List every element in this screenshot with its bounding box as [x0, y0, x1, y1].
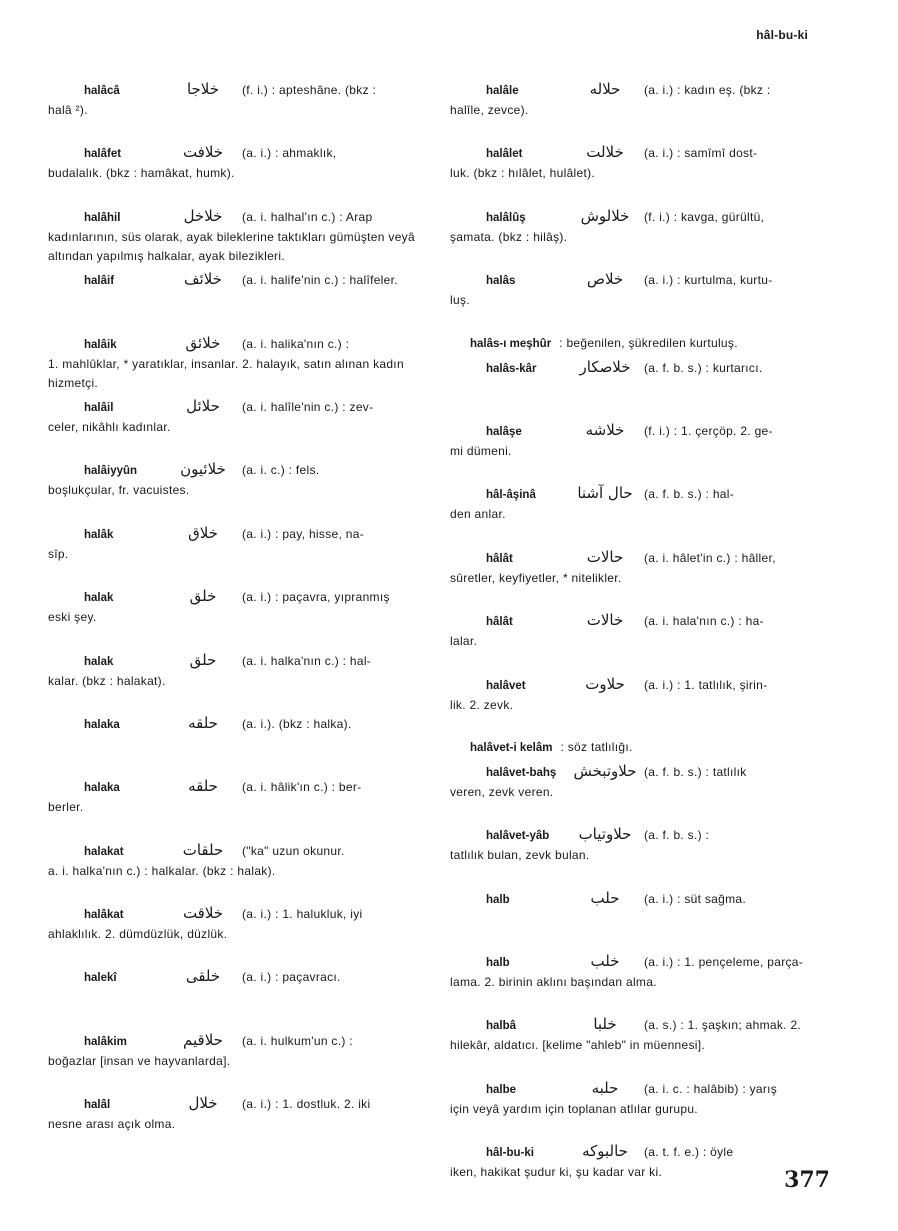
entry-definition: (a. i.) : 1. pençeleme, parça- [644, 955, 804, 970]
dictionary-entry [48, 334, 426, 397]
entry-definition: (a. i. halhal'ın c.) : Arap [242, 209, 373, 224]
entry-definition: (a. i.) : kurtulma, kurtu- [644, 273, 773, 288]
entry-arabic-script: خلاص [586, 270, 624, 289]
entry-arabic-script: حالبوکه [582, 1142, 628, 1161]
dictionary-entry [48, 651, 426, 714]
entry-headword: halâlet [486, 148, 523, 161]
entry-head-line [48, 460, 426, 481]
entry-definition: (a. i.) : samîmî dost- [644, 146, 758, 161]
entry-definition: (a. i. halka'nın c.) : hal- [242, 653, 372, 668]
entry-continuation: lalar. [450, 634, 478, 649]
entry-headword: halb [486, 957, 510, 970]
entry-definition: (a. i.). (bkz : halka). [242, 716, 352, 731]
entry-headword: halâvet-bahş [486, 766, 557, 779]
entry-definition: (a. s.) : 1. şaşkın; ahmak. 2. [644, 1018, 802, 1033]
dictionary-entry [450, 825, 828, 888]
entry-head-line [450, 889, 828, 910]
dictionary-entry [48, 524, 426, 587]
dictionary-entry [450, 421, 828, 484]
dictionary-entry [48, 207, 426, 270]
entry-continuation: boşlukçular, fr. vacuistes. [48, 483, 190, 498]
entry-arabic-script: خلاقت [182, 904, 224, 923]
entry-headword: halâkim [84, 1035, 127, 1048]
dictionary-entry [48, 143, 426, 206]
entry-definition: (a. i.) : ahmaklık, [242, 146, 337, 161]
dictionary-entry [450, 738, 828, 762]
entry-head-line [450, 143, 828, 164]
entry-headword: halâiyyûn [84, 465, 138, 478]
entry-headword: halâk [84, 528, 114, 541]
entry-headword: halaka [84, 718, 120, 731]
entry-headword: halâik [84, 338, 117, 351]
entry-definition: (a. i. c.) : fels. [242, 463, 320, 478]
entry-headword: halâhil [84, 211, 121, 224]
entry-headword: halâl [84, 1099, 111, 1112]
dictionary-entry [48, 714, 426, 777]
entry-continuation: nesne arası açık olma. [48, 1117, 176, 1132]
dictionary-entry [450, 889, 828, 952]
entry-definition: (a. f. b. s.) : tatlılık [644, 764, 747, 779]
entry-head-line [48, 270, 426, 291]
entry-definition: (a. i.) : 1. tatlılık, şirin- [644, 677, 768, 692]
entry-headword: hâl-âşinâ [486, 489, 536, 502]
entry-head-line [48, 777, 426, 798]
dictionary-entry [450, 611, 828, 674]
dictionary-entry [450, 762, 828, 825]
dictionary-entry [48, 270, 426, 333]
entry-definition: (a. f. b. s.) : [644, 828, 710, 843]
entry-arabic-script: حلبه [591, 1078, 619, 1097]
entry-head-line [450, 1015, 828, 1036]
entry-headword: halekî [84, 972, 117, 985]
dictionary-entry [450, 484, 828, 547]
entry-continuation: için veyâ yardım için toplanan atlılar gurupu. [450, 1101, 698, 1116]
entry-arabic-script: خلاشه [585, 420, 625, 439]
entry-headword: halbe [486, 1083, 517, 1096]
entry-continuation: sîp. [48, 546, 69, 561]
dictionary-entry [48, 1031, 426, 1094]
dictionary-entry [48, 80, 426, 143]
dictionary-entry [450, 1015, 828, 1078]
entry-definition: (a. i.) : 1. dostluk. 2. iki [242, 1097, 371, 1112]
entry-headword: halâs-ı meşhûr [470, 337, 552, 350]
entry-definition: (a. i. halîle'nin c.) : zev- [242, 399, 374, 414]
dictionary-entry [450, 1142, 828, 1205]
entry-head-line [450, 1142, 828, 1163]
entry-definition: (a. i. hâlik'ın c.) : ber- [242, 780, 362, 795]
entry-arabic-script: خلقی [185, 967, 221, 986]
entry-definition: (a. i. hulkum'un c.) : [242, 1033, 353, 1048]
entry-head-line [450, 421, 828, 442]
entry-head-line [450, 675, 828, 696]
dictionary-entry [450, 270, 828, 333]
entry-continuation: tatlılık bulan, zevk bulan. [450, 848, 590, 863]
entry-head-line [48, 397, 426, 418]
entry-definition: (a. i. c. : halâbib) : yarış [644, 1081, 778, 1096]
entry-arabic-script: خالات [586, 611, 624, 630]
entry-headword: halbâ [486, 1020, 517, 1033]
entry-head-line [450, 270, 828, 291]
entry-head-line [450, 825, 828, 846]
entry-head-line [450, 738, 828, 758]
entry-arabic-script: حلاوتیاب [578, 825, 632, 844]
entry-definition: (a. i.) : pay, hisse, na- [242, 526, 364, 541]
entry-head-line [48, 80, 426, 101]
entry-head-line [48, 524, 426, 545]
entry-definition: (a. f. b. s.) : hal- [644, 487, 735, 502]
entry-headword: halâil [84, 401, 114, 414]
entry-continuation: 1. mahlûklar, * yaratıklar, insanlar. 2. halayık, satın alınan kadın hizmetçi. [48, 356, 404, 390]
entry-headword: hâlât [486, 552, 513, 565]
entry-definition: (a. i.) : kadın eş. (bkz : [644, 83, 771, 97]
entry-arabic-script: حلقه [188, 713, 218, 732]
entry-continuation: kadınlarının, süs olarak, ayak bileklerine taktıkları gümüşten veyâ altından yapılmış halkalar, ayak bilezikleri. [48, 229, 415, 263]
entry-arabic-script: حلائل [186, 396, 220, 415]
entry-arabic-script: خلافت [182, 143, 224, 162]
entry-headword: halâcâ [84, 85, 120, 97]
entry-definition: : söz tatlılığı. [560, 739, 633, 754]
dictionary-entry [48, 841, 426, 904]
entry-arabic-script: خلال [188, 1094, 218, 1113]
entry-definition: (a. i.) : süt sağma. [644, 891, 747, 906]
entry-arabic-script: حال آشنا [577, 484, 633, 503]
entry-definition: : beğenilen, şükredilen kurtuluş. [559, 335, 738, 350]
entry-head-line [450, 1079, 828, 1100]
entry-definition: (a. i.) : paçavracı. [242, 970, 341, 985]
dictionary-entry [450, 358, 828, 421]
entry-head-line [48, 714, 426, 735]
dictionary-entry [48, 777, 426, 840]
entry-continuation: halâ ²). [48, 103, 88, 117]
entry-definition: (a. i. hâlet'in c.) : hâller, [644, 550, 776, 565]
entry-headword: halaka [84, 782, 120, 795]
entry-headword: halâif [84, 275, 115, 288]
entry-continuation: sûretler, keyfiyetler, * nitelikler. [450, 570, 622, 585]
entry-head-line [48, 587, 426, 608]
entry-arabic-script: خلب [590, 952, 620, 971]
dictionary-entry [48, 587, 426, 650]
entry-continuation: şamata. (bkz : hilâş). [450, 229, 568, 244]
entry-continuation: halîle, zevce). [450, 103, 529, 117]
entry-headword: halâfet [84, 148, 122, 161]
dictionary-entry [48, 460, 426, 523]
entry-head-line [48, 207, 426, 228]
entry-continuation: kalar. (bkz : halakat). [48, 673, 166, 688]
entry-arabic-script: حلقات [182, 840, 224, 859]
entry-head-line [450, 207, 828, 228]
entry-definition: (a. i.) : 1. halukluk, iyi [242, 907, 363, 922]
entry-arabic-script: حلاوتبخش [573, 761, 637, 780]
entry-headword: halak [84, 592, 114, 605]
entry-headword: halâs [486, 275, 516, 288]
entry-headword: halâvet-yâb [486, 830, 550, 843]
entry-headword: halâlûş [486, 211, 526, 224]
left-column [48, 80, 426, 1158]
dictionary-entry [450, 334, 828, 358]
entry-continuation: iken, hakikat şudur ki, şu kadar var ki. [450, 1165, 663, 1180]
entry-definition: (a. i. halife'nin c.) : halîfeler. [242, 273, 398, 288]
page-number: 377 [784, 1167, 830, 1193]
entry-continuation: luş. [450, 293, 470, 308]
entry-continuation: veren, zevk veren. [450, 784, 554, 799]
entry-headword: hâl-bu-ki [486, 1147, 534, 1160]
dictionary-entry [450, 1079, 828, 1142]
entry-continuation: eski şey. [48, 610, 97, 625]
entry-headword: halakat [84, 845, 124, 858]
dictionary-entry [48, 967, 426, 1030]
entry-arabic-script: حالات [586, 547, 624, 566]
entry-head-line [450, 484, 828, 505]
entry-arabic-script: خلاجا [186, 80, 220, 98]
entry-headword: halâle [486, 85, 519, 97]
right-column [450, 80, 828, 1206]
entry-arabic-script: حلق [189, 650, 217, 669]
entry-headword: halâvet-i kelâm [470, 741, 553, 754]
entry-arabic-script: خلاخل [183, 206, 223, 225]
entry-head-line [450, 611, 828, 632]
entry-arabic-script: خلائف [184, 270, 222, 289]
entry-head-line [48, 1094, 426, 1115]
entry-head-line [450, 80, 828, 101]
entry-continuation: ahlaklılık. 2. dümdüzlük, düzlük. [48, 927, 228, 942]
entry-continuation: celer, nikâhlı kadınlar. [48, 419, 171, 434]
dictionary-entry [450, 143, 828, 206]
entry-head-line [48, 651, 426, 672]
running-head: hâl-bu-ki [756, 28, 808, 42]
entry-continuation: berler. [48, 800, 84, 815]
entry-head-line [48, 1031, 426, 1052]
entry-headword: halâvet [486, 679, 526, 692]
entry-continuation: lik. 2. zevk. [450, 697, 514, 712]
entry-arabic-script: خلبا [593, 1015, 617, 1034]
entry-headword: halak [84, 655, 114, 668]
entry-headword: halâs-kâr [486, 362, 537, 375]
entry-head-line [450, 334, 828, 354]
entry-definition: (a. i.) : paçavra, yıpranmış [242, 590, 390, 605]
entry-definition: (f. i.) : kavga, gürültü, [644, 209, 765, 224]
dictionary-entry [450, 952, 828, 1015]
dictionary-entry [450, 548, 828, 611]
entry-definition: ("ka" uzun okunur. [242, 843, 345, 858]
entry-headword: halb [486, 893, 510, 906]
entry-arabic-script: حلاله [589, 80, 621, 98]
entry-continuation: den anlar. [450, 507, 506, 522]
entry-definition: (f. i.) : 1. çerçöp. 2. ge- [644, 423, 773, 438]
entry-definition: (f. i.) : apteshâne. (bkz : [242, 83, 377, 97]
entry-arabic-script: خلاق [188, 523, 218, 542]
entry-arabic-script: خلق [189, 587, 217, 606]
entry-definition: (a. i. halika'nın c.) : [242, 336, 350, 351]
entry-headword: halâşe [486, 425, 522, 438]
dictionary-entry [48, 904, 426, 967]
entry-arabic-script: خلالت [586, 143, 624, 162]
dictionary-entry [450, 80, 828, 143]
entry-arabic-script: خلائیون [180, 460, 226, 479]
entry-headword: hâlât [486, 616, 513, 629]
entry-head-line [48, 334, 426, 355]
entry-head-line [48, 143, 426, 164]
dictionary-entry [48, 397, 426, 460]
entry-definition: (a. i. hala'nın c.) : ha- [644, 614, 764, 629]
entry-head-line [450, 762, 828, 783]
entry-continuation: budalalık. (bkz : hamâkat, humk). [48, 166, 235, 181]
dictionary-entry [450, 675, 828, 738]
entry-continuation: lama. 2. birinin aklını başından alma. [450, 975, 657, 990]
entry-head-line [450, 548, 828, 569]
entry-continuation: luk. (bkz : hılâlet, hulâlet). [450, 166, 596, 181]
entry-arabic-script: خلاصکار [579, 357, 631, 376]
entry-head-line [450, 952, 828, 973]
entry-definition: (a. t. f. e.) : öyle [644, 1145, 734, 1160]
entry-arabic-script: خلائق [185, 333, 221, 352]
entry-arabic-script: حلاقیم [183, 1030, 223, 1049]
entry-continuation: boğazlar [insan ve hayvanlarda]. [48, 1053, 231, 1068]
entry-head-line [48, 904, 426, 925]
entry-head-line [48, 967, 426, 988]
entry-definition: (a. f. b. s.) : kurtarıcı. [644, 360, 763, 375]
entry-arabic-script: حلب [590, 888, 620, 907]
entry-head-line [48, 841, 426, 862]
entry-arabic-script: حلقه [188, 777, 218, 796]
dictionary-entry [48, 1094, 426, 1157]
entry-arabic-script: خلالوش [580, 206, 630, 225]
dictionary-entry [450, 207, 828, 270]
entry-arabic-script: حلاوت [585, 674, 625, 693]
entry-continuation: mi dümeni. [450, 443, 512, 458]
entry-continuation: hilekâr, aldatıcı. [kelime "ahleb" in müennesi]. [450, 1038, 706, 1053]
entry-continuation: a. i. halka'nın c.) : halkalar. (bkz : halak). [48, 863, 276, 878]
entry-head-line [450, 358, 828, 379]
entry-headword: halâkat [84, 909, 124, 922]
